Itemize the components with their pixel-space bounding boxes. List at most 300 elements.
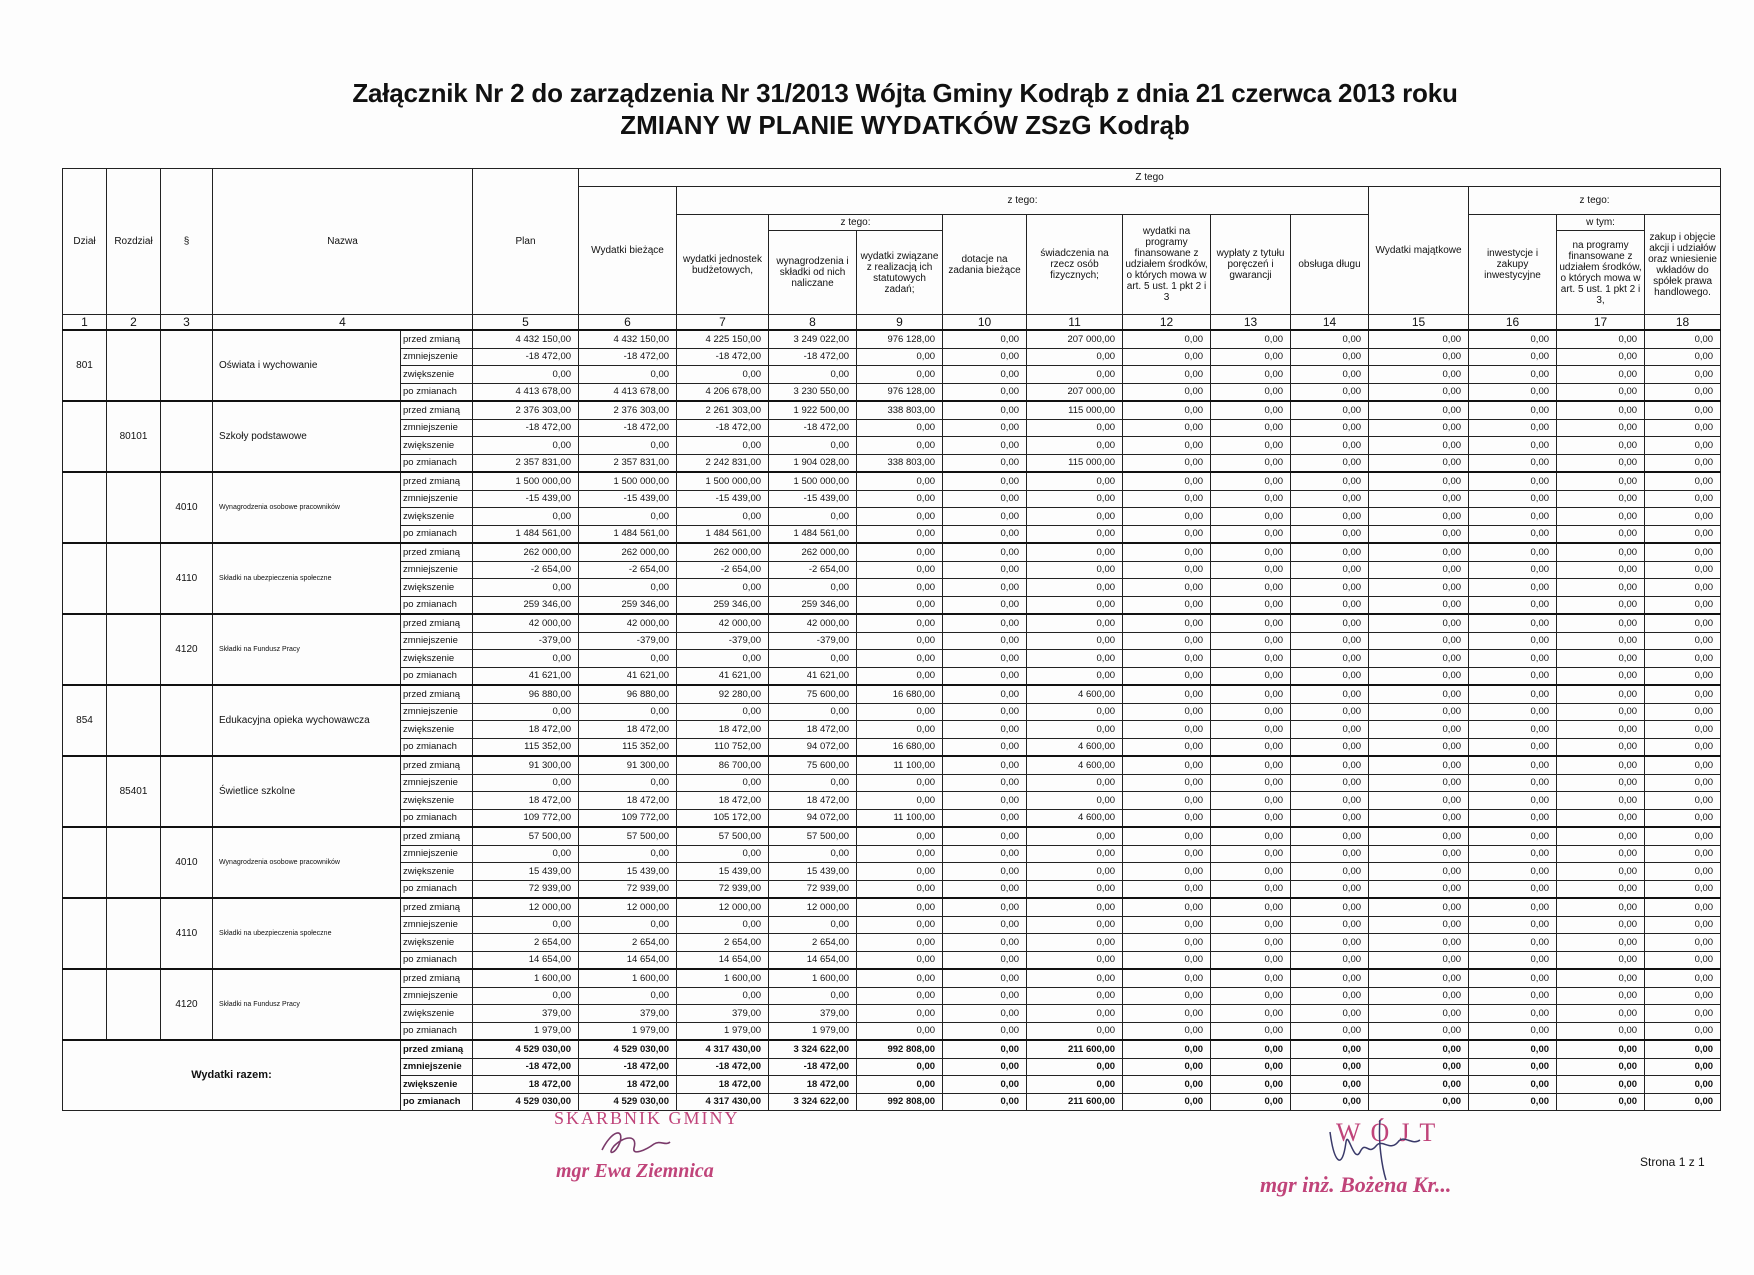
- value-cell: 72 939,00: [769, 880, 857, 898]
- value-cell: 0,00: [1557, 472, 1645, 490]
- value-cell: 1 600,00: [473, 969, 579, 987]
- value-cell: 4 529 030,00: [579, 1093, 677, 1111]
- value-cell: 0,00: [1557, 880, 1645, 898]
- value-cell: 0,00: [857, 366, 943, 384]
- value-cell: 110 752,00: [677, 738, 769, 756]
- table-row: [63, 898, 1721, 916]
- value-cell: 41 621,00: [473, 667, 579, 685]
- row-state-label: przed zmianą: [401, 1040, 473, 1058]
- group-name: Wynagrodzenia osobowe pracowników: [213, 472, 401, 543]
- value-cell: 0,00: [1369, 987, 1469, 1005]
- row-state-label: po zmianach: [401, 596, 473, 614]
- value-cell: -2 654,00: [769, 561, 857, 579]
- rozdzial-cell: [107, 685, 161, 756]
- value-cell: 0,00: [579, 437, 677, 455]
- value-cell: 0,00: [1645, 809, 1721, 827]
- header-nazwa: Nazwa: [213, 169, 473, 315]
- value-cell: 105 172,00: [677, 809, 769, 827]
- row-state-label: zwiększenie: [401, 508, 473, 526]
- value-cell: 0,00: [1369, 863, 1469, 881]
- value-cell: 0,00: [1557, 1005, 1645, 1023]
- value-cell: 0,00: [1123, 561, 1211, 579]
- value-cell: 0,00: [1645, 366, 1721, 384]
- value-cell: 0,00: [943, 1040, 1027, 1058]
- value-cell: 0,00: [1123, 916, 1211, 934]
- value-cell: 0,00: [1369, 1093, 1469, 1111]
- value-cell: 0,00: [1211, 667, 1291, 685]
- value-cell: 0,00: [579, 987, 677, 1005]
- value-cell: 0,00: [857, 472, 943, 490]
- value-cell: 0,00: [1557, 596, 1645, 614]
- value-cell: 0,00: [1645, 685, 1721, 703]
- value-cell: 0,00: [1645, 348, 1721, 366]
- value-cell: 0,00: [1557, 1022, 1645, 1040]
- value-cell: 0,00: [1645, 472, 1721, 490]
- value-cell: 18 472,00: [473, 792, 579, 810]
- value-cell: 0,00: [1027, 1058, 1123, 1076]
- row-state-label: po zmianach: [401, 809, 473, 827]
- value-cell: 0,00: [473, 845, 579, 863]
- row-state-label: zwiększenie: [401, 863, 473, 881]
- value-cell: -18 472,00: [769, 1058, 857, 1076]
- column-number: 10: [943, 315, 1027, 331]
- value-cell: 0,00: [1369, 454, 1469, 472]
- value-cell: 0,00: [1557, 454, 1645, 472]
- value-cell: 0,00: [1211, 774, 1291, 792]
- value-cell: 0,00: [677, 916, 769, 934]
- value-cell: 262 000,00: [677, 543, 769, 561]
- value-cell: 0,00: [1557, 703, 1645, 721]
- value-cell: -15 439,00: [677, 490, 769, 508]
- value-cell: 91 300,00: [579, 756, 677, 774]
- value-cell: 0,00: [943, 650, 1027, 668]
- value-cell: 0,00: [1645, 845, 1721, 863]
- value-cell: 1 500 000,00: [579, 472, 677, 490]
- table-row: [63, 614, 1721, 632]
- value-cell: 259 346,00: [579, 596, 677, 614]
- value-cell: 0,00: [1211, 490, 1291, 508]
- value-cell: 207 000,00: [1027, 330, 1123, 348]
- value-cell: 0,00: [473, 987, 579, 1005]
- header-wydatki-majatkowe: Wydatki majątkowe: [1369, 187, 1469, 315]
- value-cell: -18 472,00: [677, 348, 769, 366]
- value-cell: 0,00: [1645, 419, 1721, 437]
- rozdzial-cell: [107, 614, 161, 685]
- value-cell: 0,00: [1369, 401, 1469, 419]
- value-cell: 207 000,00: [1027, 383, 1123, 401]
- value-cell: 0,00: [1469, 792, 1557, 810]
- value-cell: 0,00: [1645, 987, 1721, 1005]
- value-cell: 0,00: [1469, 614, 1557, 632]
- value-cell: 18 472,00: [677, 1076, 769, 1094]
- row-state-label: zwiększenie: [401, 1076, 473, 1094]
- value-cell: 0,00: [1123, 685, 1211, 703]
- value-cell: 0,00: [857, 1005, 943, 1023]
- value-cell: 0,00: [1291, 969, 1369, 987]
- value-cell: 0,00: [1645, 614, 1721, 632]
- rozdzial-cell: 85401: [107, 756, 161, 827]
- value-cell: 2 357 831,00: [579, 454, 677, 472]
- value-cell: 0,00: [1027, 845, 1123, 863]
- header-plan: Plan: [473, 169, 579, 315]
- value-cell: 0,00: [1369, 596, 1469, 614]
- value-cell: 0,00: [1211, 632, 1291, 650]
- column-number: 3: [161, 315, 213, 331]
- row-state-label: po zmianach: [401, 1022, 473, 1040]
- value-cell: 0,00: [1291, 543, 1369, 561]
- value-cell: 0,00: [1027, 969, 1123, 987]
- row-state-label: zmniejszenie: [401, 490, 473, 508]
- value-cell: 0,00: [1123, 490, 1211, 508]
- value-cell: 0,00: [1291, 685, 1369, 703]
- value-cell: 262 000,00: [579, 543, 677, 561]
- row-state-label: po zmianach: [401, 738, 473, 756]
- skarbnik-stamp-name: mgr Ewa Ziemnica: [556, 1160, 714, 1182]
- value-cell: 0,00: [1027, 916, 1123, 934]
- value-cell: -18 472,00: [769, 348, 857, 366]
- value-cell: 0,00: [1469, 579, 1557, 597]
- value-cell: 0,00: [1369, 366, 1469, 384]
- value-cell: 0,00: [1027, 366, 1123, 384]
- value-cell: 0,00: [1469, 1076, 1557, 1094]
- header-z-tego-majatkowe: z tego:: [1469, 187, 1721, 215]
- value-cell: 0,00: [1027, 348, 1123, 366]
- dzial-cell: [63, 401, 107, 472]
- value-cell: 992 808,00: [857, 1040, 943, 1058]
- value-cell: 0,00: [1123, 951, 1211, 969]
- value-cell: 0,00: [1027, 721, 1123, 739]
- value-cell: 0,00: [857, 1076, 943, 1094]
- column-number-row: [63, 315, 1721, 331]
- value-cell: 0,00: [857, 934, 943, 952]
- row-state-label: zmniejszenie: [401, 774, 473, 792]
- value-cell: 75 600,00: [769, 685, 857, 703]
- value-cell: 0,00: [1645, 1076, 1721, 1094]
- value-cell: 0,00: [769, 508, 857, 526]
- value-cell: 0,00: [1291, 809, 1369, 827]
- value-cell: 0,00: [1369, 1005, 1469, 1023]
- value-cell: 0,00: [857, 561, 943, 579]
- value-cell: 0,00: [1211, 1058, 1291, 1076]
- value-cell: 0,00: [1123, 596, 1211, 614]
- value-cell: 1 979,00: [769, 1022, 857, 1040]
- header-swiadczenia: świadczenia na rzecz osób fizycznych;: [1027, 215, 1123, 315]
- value-cell: 0,00: [943, 827, 1027, 845]
- value-cell: 94 072,00: [769, 809, 857, 827]
- value-cell: 0,00: [1469, 525, 1557, 543]
- value-cell: 0,00: [1291, 987, 1369, 1005]
- value-cell: 3 230 550,00: [769, 383, 857, 401]
- value-cell: 0,00: [1211, 472, 1291, 490]
- row-state-label: zwiększenie: [401, 650, 473, 668]
- value-cell: 0,00: [1123, 401, 1211, 419]
- value-cell: 14 654,00: [769, 951, 857, 969]
- value-cell: 96 880,00: [473, 685, 579, 703]
- row-state-label: przed zmianą: [401, 472, 473, 490]
- value-cell: 42 000,00: [769, 614, 857, 632]
- value-cell: 0,00: [1645, 383, 1721, 401]
- row-state-label: po zmianach: [401, 667, 473, 685]
- value-cell: 0,00: [1123, 437, 1211, 455]
- value-cell: 0,00: [1291, 1005, 1369, 1023]
- value-cell: 0,00: [1027, 934, 1123, 952]
- value-cell: 0,00: [1123, 703, 1211, 721]
- value-cell: 75 600,00: [769, 756, 857, 774]
- value-cell: 0,00: [1369, 614, 1469, 632]
- value-cell: 14 654,00: [579, 951, 677, 969]
- header-obsluga-dlugu: obsługa długu: [1291, 215, 1369, 315]
- value-cell: 0,00: [1469, 951, 1557, 969]
- value-cell: 0,00: [1123, 543, 1211, 561]
- value-cell: 0,00: [943, 987, 1027, 1005]
- rozdzial-cell: [107, 330, 161, 401]
- value-cell: 0,00: [769, 366, 857, 384]
- value-cell: -18 472,00: [677, 419, 769, 437]
- value-cell: 0,00: [1123, 809, 1211, 827]
- value-cell: 0,00: [1123, 1005, 1211, 1023]
- value-cell: 3 324 622,00: [769, 1093, 857, 1111]
- value-cell: 0,00: [1291, 561, 1369, 579]
- value-cell: 0,00: [1369, 525, 1469, 543]
- value-cell: 0,00: [1211, 419, 1291, 437]
- dzial-cell: [63, 472, 107, 543]
- group-name: Składki na Fundusz Pracy: [213, 614, 401, 685]
- value-cell: 0,00: [1369, 969, 1469, 987]
- value-cell: 0,00: [1469, 1022, 1557, 1040]
- value-cell: 57 500,00: [473, 827, 579, 845]
- value-cell: 0,00: [1557, 916, 1645, 934]
- value-cell: 0,00: [943, 721, 1027, 739]
- value-cell: 0,00: [1469, 827, 1557, 845]
- value-cell: 0,00: [857, 916, 943, 934]
- header-wydatki-biezace: Wydatki bieżące: [579, 187, 677, 315]
- value-cell: 4 413 678,00: [473, 383, 579, 401]
- value-cell: 2 376 303,00: [579, 401, 677, 419]
- value-cell: 0,00: [1027, 1022, 1123, 1040]
- value-cell: 0,00: [857, 1022, 943, 1040]
- value-cell: 976 128,00: [857, 330, 943, 348]
- value-cell: 0,00: [1369, 809, 1469, 827]
- value-cell: 0,00: [1557, 525, 1645, 543]
- value-cell: 0,00: [1469, 596, 1557, 614]
- value-cell: 109 772,00: [473, 809, 579, 827]
- value-cell: 0,00: [1027, 561, 1123, 579]
- value-cell: 0,00: [1645, 437, 1721, 455]
- value-cell: 0,00: [1211, 685, 1291, 703]
- value-cell: 0,00: [677, 579, 769, 597]
- group-name: Świetlice szkolne: [213, 756, 401, 827]
- value-cell: 0,00: [1369, 650, 1469, 668]
- value-cell: 0,00: [1469, 934, 1557, 952]
- value-cell: 0,00: [1291, 1022, 1369, 1040]
- value-cell: 0,00: [1211, 1022, 1291, 1040]
- value-cell: 4 413 678,00: [579, 383, 677, 401]
- value-cell: 0,00: [1369, 1040, 1469, 1058]
- column-number: 2: [107, 315, 161, 331]
- value-cell: 0,00: [1557, 845, 1645, 863]
- value-cell: 0,00: [1557, 685, 1645, 703]
- header-inwestycje: inwestycje i zakupy inwestycyjne: [1469, 215, 1557, 315]
- value-cell: -379,00: [677, 632, 769, 650]
- value-cell: 0,00: [1211, 401, 1291, 419]
- value-cell: -2 654,00: [473, 561, 579, 579]
- value-cell: 0,00: [579, 650, 677, 668]
- value-cell: 0,00: [1469, 756, 1557, 774]
- row-state-label: przed zmianą: [401, 685, 473, 703]
- value-cell: 1 484 561,00: [677, 525, 769, 543]
- value-cell: 0,00: [1123, 898, 1211, 916]
- value-cell: 0,00: [1123, 525, 1211, 543]
- value-cell: 0,00: [579, 703, 677, 721]
- row-state-label: zwiększenie: [401, 437, 473, 455]
- value-cell: 0,00: [943, 330, 1027, 348]
- value-cell: 0,00: [1211, 561, 1291, 579]
- value-cell: 41 621,00: [579, 667, 677, 685]
- value-cell: 0,00: [1469, 490, 1557, 508]
- value-cell: 0,00: [1645, 774, 1721, 792]
- value-cell: 0,00: [1469, 632, 1557, 650]
- value-cell: 0,00: [1027, 614, 1123, 632]
- value-cell: 96 880,00: [579, 685, 677, 703]
- value-cell: 0,00: [1557, 1040, 1645, 1058]
- value-cell: 0,00: [943, 880, 1027, 898]
- value-cell: 0,00: [943, 934, 1027, 952]
- row-state-label: zmniejszenie: [401, 348, 473, 366]
- value-cell: -18 472,00: [473, 348, 579, 366]
- paragraf-cell: [161, 330, 213, 401]
- value-cell: 0,00: [1291, 1076, 1369, 1094]
- total-label: Wydatki razem:: [63, 1040, 401, 1111]
- dzial-cell: [63, 614, 107, 685]
- value-cell: 0,00: [1211, 596, 1291, 614]
- column-number: 6: [579, 315, 677, 331]
- value-cell: 0,00: [579, 508, 677, 526]
- value-cell: 0,00: [1291, 348, 1369, 366]
- column-number: 13: [1211, 315, 1291, 331]
- value-cell: 0,00: [1369, 916, 1469, 934]
- value-cell: 0,00: [1027, 898, 1123, 916]
- value-cell: 0,00: [943, 916, 1027, 934]
- value-cell: 0,00: [1027, 951, 1123, 969]
- value-cell: 0,00: [943, 774, 1027, 792]
- value-cell: 1 600,00: [769, 969, 857, 987]
- value-cell: 0,00: [1291, 383, 1369, 401]
- wojt-stamp-title: WÓJT: [1336, 1118, 1446, 1147]
- value-cell: 0,00: [1027, 419, 1123, 437]
- header-dzial: Dział: [63, 169, 107, 315]
- value-cell: 0,00: [1369, 934, 1469, 952]
- value-cell: 0,00: [1645, 703, 1721, 721]
- value-cell: 0,00: [1369, 543, 1469, 561]
- value-cell: -18 472,00: [473, 1058, 579, 1076]
- value-cell: 0,00: [857, 969, 943, 987]
- value-cell: 0,00: [1645, 792, 1721, 810]
- value-cell: 0,00: [1645, 543, 1721, 561]
- value-cell: 0,00: [857, 667, 943, 685]
- value-cell: 0,00: [1557, 366, 1645, 384]
- column-number: 9: [857, 315, 943, 331]
- value-cell: 57 500,00: [769, 827, 857, 845]
- paragraf-cell: [161, 756, 213, 827]
- value-cell: 0,00: [1369, 792, 1469, 810]
- value-cell: 0,00: [1123, 863, 1211, 881]
- value-cell: 0,00: [1211, 508, 1291, 526]
- value-cell: 1 922 500,00: [769, 401, 857, 419]
- value-cell: 0,00: [857, 614, 943, 632]
- row-state-label: zwiększenie: [401, 792, 473, 810]
- value-cell: 0,00: [1469, 650, 1557, 668]
- row-state-label: przed zmianą: [401, 401, 473, 419]
- value-cell: 0,00: [1369, 330, 1469, 348]
- column-number: 8: [769, 315, 857, 331]
- value-cell: 0,00: [1369, 721, 1469, 739]
- value-cell: 0,00: [1211, 330, 1291, 348]
- value-cell: 0,00: [1557, 809, 1645, 827]
- value-cell: -18 472,00: [473, 419, 579, 437]
- value-cell: 0,00: [1645, 330, 1721, 348]
- value-cell: 0,00: [1291, 721, 1369, 739]
- row-state-label: po zmianach: [401, 525, 473, 543]
- table-row: [63, 969, 1721, 987]
- value-cell: 0,00: [1291, 951, 1369, 969]
- row-state-label: po zmianach: [401, 880, 473, 898]
- value-cell: 0,00: [1291, 596, 1369, 614]
- row-state-label: po zmianach: [401, 951, 473, 969]
- value-cell: 0,00: [1291, 508, 1369, 526]
- value-cell: 94 072,00: [769, 738, 857, 756]
- value-cell: 0,00: [1469, 437, 1557, 455]
- value-cell: 0,00: [1211, 383, 1291, 401]
- value-cell: 2 654,00: [677, 934, 769, 952]
- value-cell: 0,00: [1469, 543, 1557, 561]
- value-cell: 0,00: [1645, 667, 1721, 685]
- value-cell: 0,00: [1027, 596, 1123, 614]
- value-cell: 0,00: [769, 916, 857, 934]
- value-cell: 0,00: [1369, 348, 1469, 366]
- column-number: 7: [677, 315, 769, 331]
- value-cell: 0,00: [943, 401, 1027, 419]
- value-cell: 0,00: [1369, 508, 1469, 526]
- value-cell: 0,00: [769, 845, 857, 863]
- value-cell: 0,00: [473, 650, 579, 668]
- value-cell: 18 472,00: [579, 792, 677, 810]
- value-cell: 0,00: [943, 969, 1027, 987]
- value-cell: 0,00: [1557, 1076, 1645, 1094]
- value-cell: 0,00: [1123, 792, 1211, 810]
- value-cell: 0,00: [857, 880, 943, 898]
- value-cell: 0,00: [1369, 738, 1469, 756]
- value-cell: 0,00: [1027, 543, 1123, 561]
- value-cell: 0,00: [943, 561, 1027, 579]
- value-cell: 0,00: [1469, 401, 1557, 419]
- value-cell: 0,00: [1027, 863, 1123, 881]
- value-cell: 0,00: [1645, 561, 1721, 579]
- value-cell: 0,00: [1123, 472, 1211, 490]
- value-cell: 4 432 150,00: [579, 330, 677, 348]
- value-cell: 0,00: [943, 437, 1027, 455]
- column-number: 14: [1291, 315, 1369, 331]
- value-cell: 0,00: [943, 525, 1027, 543]
- value-cell: -2 654,00: [579, 561, 677, 579]
- value-cell: 4 600,00: [1027, 756, 1123, 774]
- value-cell: 0,00: [1211, 738, 1291, 756]
- value-cell: 4 529 030,00: [473, 1040, 579, 1058]
- value-cell: 0,00: [1211, 579, 1291, 597]
- column-number: 16: [1469, 315, 1557, 331]
- value-cell: 0,00: [1211, 614, 1291, 632]
- value-cell: 0,00: [1469, 898, 1557, 916]
- value-cell: 12 000,00: [473, 898, 579, 916]
